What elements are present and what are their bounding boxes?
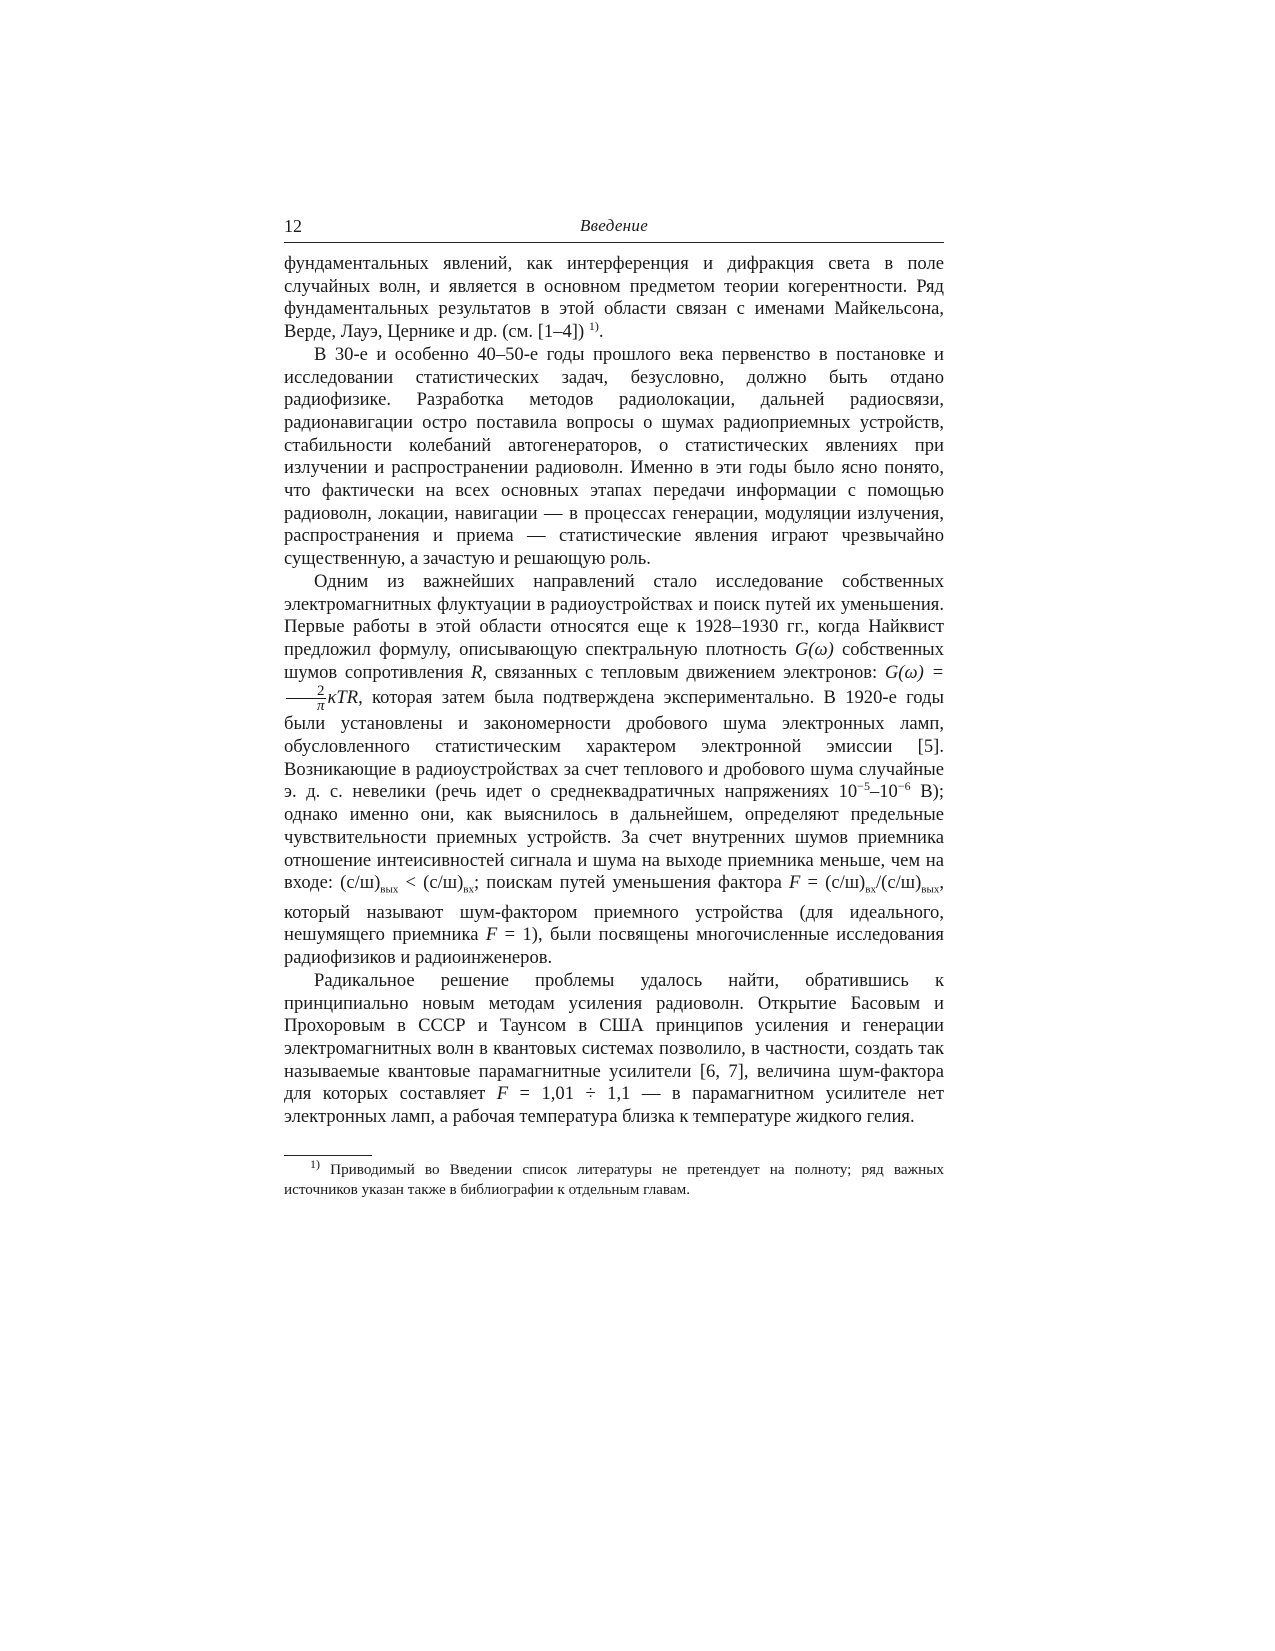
footnote-reference: 1) <box>588 318 599 333</box>
subscript-out: вых <box>921 884 940 896</box>
math-r: R <box>471 661 483 683</box>
paragraph-text: , связанных с тепловым движением электронов: <box>482 661 878 683</box>
nyquist-formula-rhs: κTR <box>327 687 359 709</box>
paragraph-text: = (с/ш) <box>800 872 866 894</box>
body-text <box>284 253 944 1129</box>
paragraph-text: < (с/ш) <box>398 872 464 894</box>
exponent: −5 <box>857 779 870 794</box>
math-f: F <box>485 924 498 946</box>
footnote-mark: 1) <box>310 1156 320 1171</box>
running-header <box>284 216 944 243</box>
footnote-text: Приводимый во Введении список литературы не претендует на полноту; ряд важных источников указан также в библиографии к отдельным главам. <box>284 1160 944 1198</box>
paragraph-text: фундаментальных явлений, как интерференция и дифракция света в поле случайных волн, и является в основном предметом теории когерентности. Ряд фундаментальных результатов в этой области связан с именами Майкельсона, Верде, Лауэ, Цернике и др. (см. [1–4]) <box>284 253 944 343</box>
footnote <box>284 1156 944 1200</box>
footnote-rule <box>284 1155 372 1156</box>
page-number: 12 <box>284 216 302 236</box>
paragraph-text: собственных шумов сопротивления <box>284 638 944 683</box>
math-f: F <box>789 872 801 894</box>
subscript-in: вх <box>865 884 876 896</box>
subscript-in: вх <box>463 884 474 896</box>
math-f: F <box>496 1083 509 1105</box>
paragraph-text: В); однако именно они, как выяснилось в дальнейшем, определяют предельные чувствительности приемных устройств. За счет внутренних шумов приемника отношение интеисивностей сигнала и шума на выходе приемника меньше, чем на входе: (с/ш) <box>284 781 944 894</box>
paragraph-text: = 1), были посвящены многочисленные исследования радиофизиков и радиоинженеров. <box>284 924 944 969</box>
paragraph-text: , которая затем была подтверждена экспериментально. В 1920-е годы были установлены и закономерности дробового шума электронных ламп, обусловленного статистическим характером электронной эмиссии [5]. Возникающие в радиоустройствах за счет теплового и дробового шума случайные э. д. с. невелики (речь идет о среднеквадратичных напряжениях 10 <box>284 687 944 803</box>
fraction-numerator: 2 <box>286 684 326 699</box>
nyquist-formula-lhs: G(ω) = <box>884 661 945 683</box>
paragraph-3 <box>284 571 944 970</box>
paragraph-text: /(с/ш) <box>875 872 922 894</box>
paragraph-text: Радикальное решение проблемы удалось найти, обратившись к принципиально новым методам усиления радиоволн. Открытие Басовым и Прохоровым в СССР и Таунсом в США принципов усиления и генерации электромагнитных волн в квантовых системах позволило, в частности, создать так называемые квантовые парамагнитные усилители [6, 7], величина шум-фактора для которых составляет <box>284 969 944 1105</box>
paragraph-text: –10 <box>869 781 898 803</box>
page <box>284 216 944 1200</box>
nyquist-fraction <box>286 684 326 713</box>
paragraph-text: В 30-е и особенно 40–50-е годы прошлого века первенство в постановке и исследовании статистических задач, безусловно, должно быть отдано радиофизике. Разработка методов радиолокации, дальней радиосвязи, радионавигации остро поставила вопросы о шумах радиоприемных устройств, стабильности колебаний автогенераторов, о статистических явлениях при излучении и распространении радиоволн. Именно в эти годы было ясно понято, что фактически на всех основных этапах передачи информации с помощью радиоволн, локации, навигации — в процессах генерации, модуляции излучения, распространения и приема — статистические явления играют чрезвычайно существенную, а зачастую и решающую роль. <box>284 343 944 570</box>
paragraph-text: , который называют шум-фактором приемного устройства (для идеального, нешумящего приемника <box>284 872 945 946</box>
paragraph-text: . <box>598 321 604 343</box>
paragraph-text: = 1,01 ÷ 1,1 — в парамагнитном усилителе нет электронных ламп, а рабочая температура близка к температуре жидкого гелия. <box>284 1083 945 1128</box>
paragraph-2 <box>284 344 944 571</box>
paragraph-1 <box>284 253 944 344</box>
math-g-omega: G(ω) <box>794 638 834 660</box>
subscript-out: вых <box>380 884 399 896</box>
running-title: Введение <box>579 216 649 235</box>
paragraph-text: Одним из важнейших направлений стало исследование собственных электромагнитных флуктуации в радиоустройствах и поиск путей их уменьшения. Первые работы в этой области относятся еще к 1928–1930 гг., когда Найквист предложил формулу, описывающую спектральную плотность <box>284 570 944 660</box>
exponent: −6 <box>897 779 911 794</box>
fraction-denominator: π <box>316 698 325 715</box>
paragraph-text: ; поискам путей уменьшения фактора <box>473 872 782 894</box>
paragraph-4 <box>284 970 944 1129</box>
